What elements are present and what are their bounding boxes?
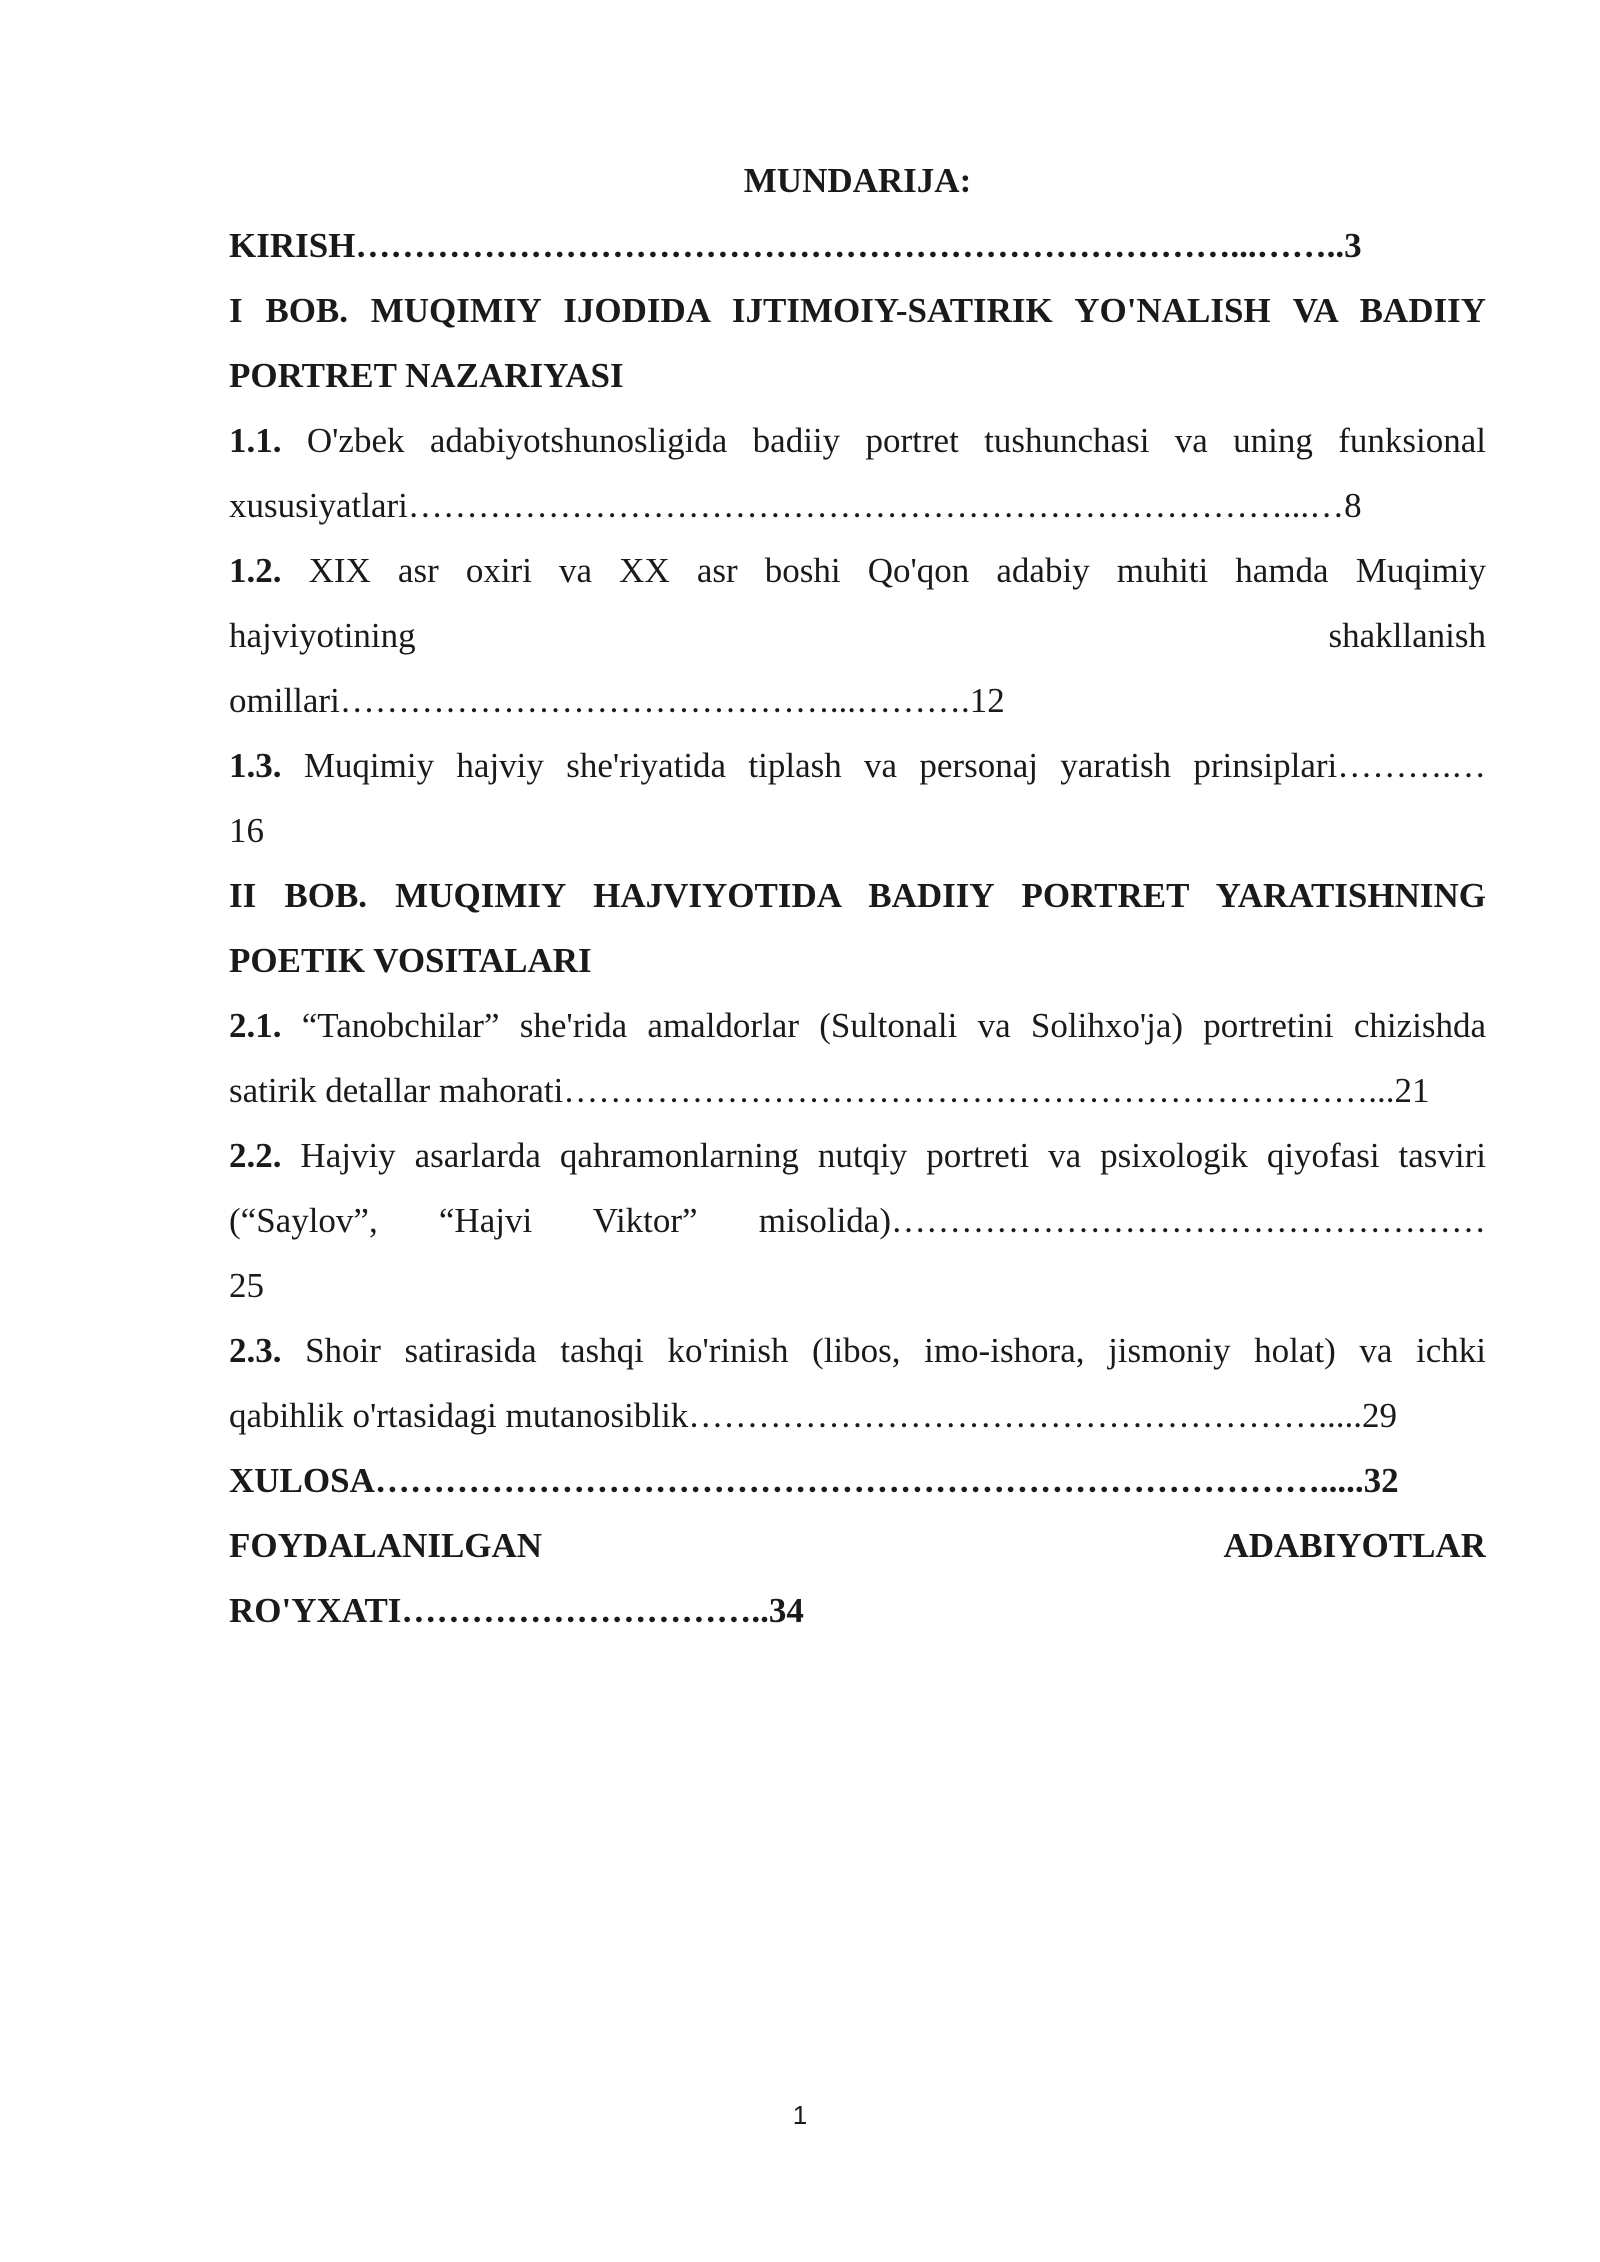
toc-section-2-1-cont: satirik detallar mahorati……………………………………………………………...21: [229, 1071, 1430, 1110]
toc-section-2-1: [229, 993, 1486, 1058]
toc-section-2-3: [229, 1318, 1486, 1383]
section-number: 1.3.: [229, 746, 282, 785]
toc-section-2-2-page: 25: [229, 1266, 264, 1305]
toc-entry-conclusion: XULOSA……………………………………………………………………….....32: [229, 1461, 1399, 1500]
section-title: Shoir satirasida tashqi ko'rinish (libos, imo-ishora, jismoniy holat) va ichki: [281, 1331, 1486, 1370]
toc-title: MUNDARIJA:: [743, 161, 972, 200]
references-word: FOYDALANILGAN: [229, 1526, 543, 1565]
toc-chapter-2-heading-cont: POETIK VOSITALARI: [229, 941, 592, 980]
page-number: 1: [792, 2100, 808, 2130]
toc-section-1-2-cont: [229, 603, 1486, 668]
section-title: O'zbek adabiyotshunosligida badiiy portret tushunchasi va uning funksional: [281, 421, 1486, 460]
section-title: XIX asr oxiri va XX asr boshi Qo'qon adabiy muhiti hamda Muqimiy: [281, 551, 1486, 590]
toc-entry-references: [229, 1513, 1486, 1578]
references-word: ADABIYOTLAR: [1223, 1526, 1486, 1565]
toc-chapter-1-heading: I BOB. MUQIMIY IJODIDA IJTIMOIY-SATIRIK YO'NALISH VA BADIIY: [229, 291, 1486, 330]
section-number: 2.2.: [229, 1136, 282, 1175]
section-title-word: hajviyotining: [229, 616, 416, 655]
toc-chapter-1-heading-cont: PORTRET NAZARIYASI: [229, 356, 624, 395]
section-number: 2.1.: [229, 1006, 282, 1045]
toc-section-1-2: [229, 538, 1486, 603]
toc-section-1-1: [229, 408, 1486, 473]
section-title: “Tanobchilar” she'rida amaldorlar (Sultonali va Solihxo'ja) portretini chizishda: [281, 1006, 1486, 1045]
toc-section-2-2-cont: (“Saylov”, “Hajvi Viktor” misolida)……………………………………………: [229, 1201, 1486, 1240]
section-number: 1.2.: [229, 551, 282, 590]
section-number: 1.1.: [229, 421, 282, 460]
toc-section-2-3-cont: qabihlik o'rtasidagi mutanosiblik……………………………………………….....29: [229, 1396, 1398, 1435]
toc-entry-references-cont: RO'YXATI…………………………..34: [229, 1591, 804, 1630]
section-title: Hajviy asarlarda qahramonlarning nutqiy portreti va psixologik qiyofasi tasviri: [281, 1136, 1486, 1175]
toc-section-1-3: [229, 733, 1486, 798]
toc-section-2-2: [229, 1123, 1486, 1188]
table-of-contents: [229, 148, 1486, 1643]
toc-section-1-2-cont: omillari……………………………………...……….12: [229, 681, 1005, 720]
toc-chapter-2-heading: II BOB. MUQIMIY HAJVIYOTIDA BADIIY PORTRET YARATISHNING: [229, 876, 1486, 915]
section-title-word: shakllanish: [1328, 616, 1486, 655]
toc-entry-introduction: KIRISH…………………………………………………………………...……..3: [229, 226, 1362, 265]
section-number: 2.3.: [229, 1331, 282, 1370]
section-title: Muqimiy hajviy she'riyatida tiplash va personaj yaratish prinsiplari……….…: [281, 746, 1486, 785]
toc-section-1-3-page: 16: [229, 811, 264, 850]
toc-section-1-1-cont: xususiyatlari…………………………………………………………………...…8: [229, 486, 1362, 525]
